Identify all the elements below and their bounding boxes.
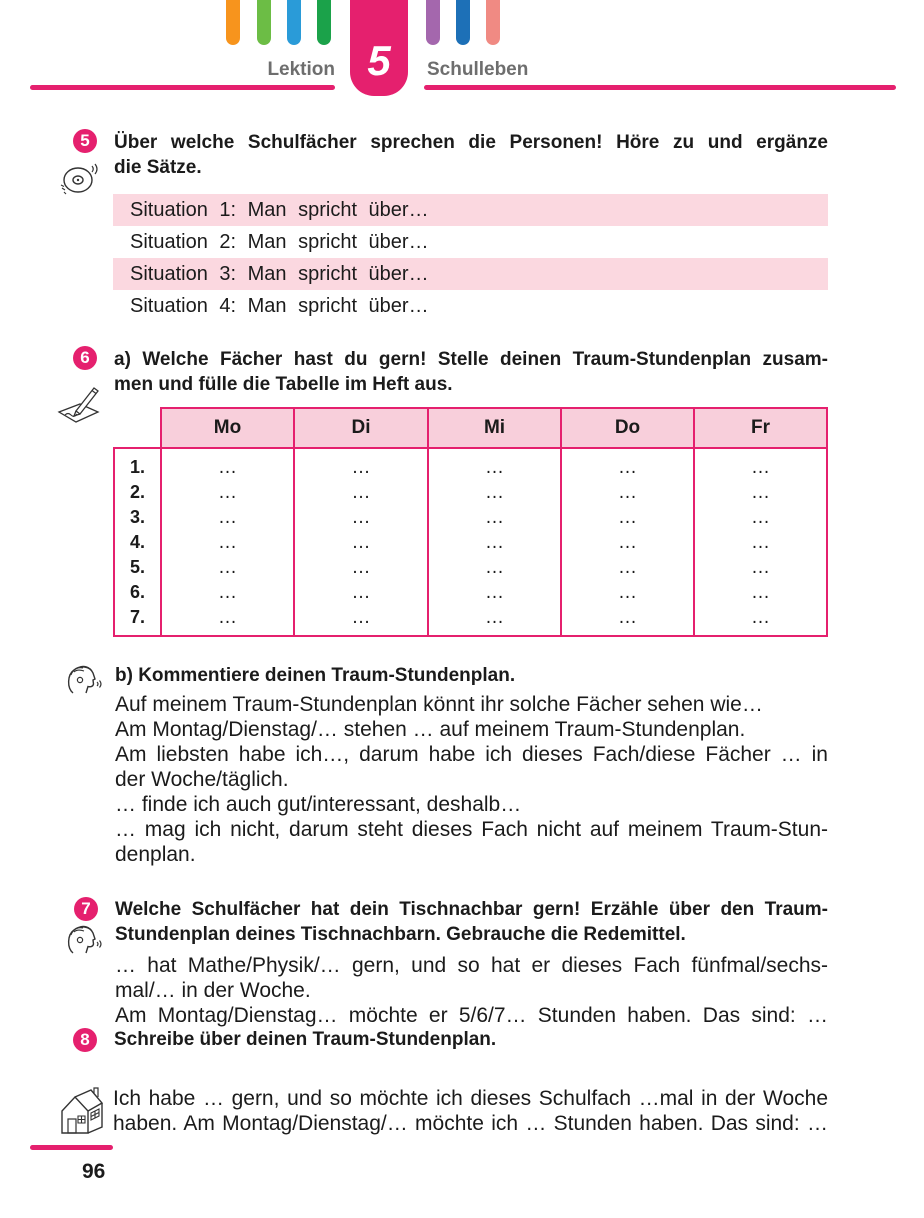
- header-rule-left: [30, 85, 335, 90]
- timetable-cell: …: [751, 582, 770, 603]
- timetable-cell: …: [218, 457, 237, 478]
- exercise-5-instruction: [114, 130, 828, 180]
- timetable-cell: …: [485, 532, 504, 553]
- dark-green-tab-bar: [317, 0, 331, 45]
- phrase-line: … mag ich nicht, darum steht dieses Fach nicht auf meinem Traum-Stun-: [115, 818, 828, 841]
- exercise-number-6: 6: [73, 346, 97, 370]
- pen-writing-icon: [56, 382, 102, 429]
- instruction-line: men und fülle die Tabelle im Heft aus.: [114, 374, 453, 395]
- green-tab-bar: [257, 0, 271, 45]
- exercise-6b-phrases: [115, 692, 828, 867]
- timetable-cell: …: [751, 607, 770, 628]
- timetable-cell: …: [218, 607, 237, 628]
- lesson-number: 3.: [129, 507, 145, 527]
- timetable-header-row: [114, 408, 827, 448]
- exercise-6b-heading-block: [115, 663, 828, 688]
- speaking-head-icon: [64, 662, 104, 703]
- day-header-do: Do: [561, 408, 694, 448]
- day-column-di: [294, 448, 428, 636]
- situation-row: Situation 4: Man spricht über…: [130, 295, 429, 317]
- phrase-line: der Woche/täglich.: [115, 768, 289, 791]
- timetable-cell: …: [351, 582, 371, 603]
- salmon-tab-bar: [486, 0, 500, 45]
- lesson-number: 1.: [129, 457, 145, 477]
- timetable-cell: …: [485, 582, 504, 603]
- timetable-cell: …: [351, 482, 371, 503]
- timetable-body-row: [114, 448, 827, 636]
- house-icon: [58, 1087, 104, 1142]
- timetable-cell: …: [485, 482, 504, 503]
- day-header-fr: Fr: [694, 408, 827, 448]
- cd-icon: [58, 160, 102, 201]
- exercise-6a-instruction: [114, 347, 828, 397]
- day-header-mi: Mi: [428, 408, 561, 448]
- exercise-6b-heading: b) Kommentiere deinen Traum-Stundenplan.: [115, 665, 516, 686]
- phrase-line: Am liebsten habe ich…, darum habe ich dieses Fach/diese Fächer … in: [115, 743, 828, 766]
- timetable-cell: …: [618, 482, 637, 503]
- lesson-number-column: [114, 448, 161, 636]
- dark-blue-tab-bar: [456, 0, 470, 45]
- instruction-line: Stundenplan deines Tischnachbarn. Gebrauche die Redemittel.: [115, 924, 686, 945]
- lesson-number: 7.: [129, 607, 145, 627]
- orange-tab-bar: [226, 0, 240, 45]
- exercise-7-instruction: [115, 897, 828, 947]
- phrase-line: mal/… in der Woche.: [115, 979, 311, 1002]
- phrase-line: Ich habe … gern, und so möchte ich dieses Schulfach …mal in der Woche: [113, 1087, 828, 1110]
- timetable-cell: …: [485, 507, 504, 528]
- lesson-number: 2.: [129, 482, 145, 502]
- timetable-cell: …: [618, 532, 637, 553]
- timetable-cell: …: [218, 532, 237, 553]
- exercise-8-phrases: [113, 1086, 828, 1136]
- day-header-mo: Mo: [161, 408, 294, 448]
- timetable-cell: …: [618, 557, 637, 578]
- timetable-cell: …: [351, 607, 371, 628]
- timetable-cell: …: [218, 582, 237, 603]
- instruction-line: Über welche Schulfächer sprechen die Personen! Höre zu und ergänze: [114, 132, 828, 153]
- page-number: 96: [82, 1160, 106, 1183]
- lesson-number: 4.: [129, 532, 145, 552]
- timetable-cell: …: [485, 607, 504, 628]
- day-header-di: Di: [294, 408, 428, 448]
- timetable-cell: …: [351, 457, 371, 478]
- timetable-cell: …: [751, 532, 770, 553]
- lesson-label: Lektion: [267, 59, 335, 80]
- timetable-cell: …: [751, 482, 770, 503]
- situation-row: Situation 2: Man spricht über…: [130, 231, 429, 253]
- lesson-number-tab: [350, 0, 408, 96]
- phrase-line: Auf meinem Traum-Stundenplan könnt ihr solche Fächer sehen wie…: [115, 693, 763, 716]
- phrase-line: … hat Mathe/Physik/… gern, und so hat er dieses Fach fünfmal/sechs-: [115, 954, 828, 977]
- exercise-number-8: 8: [73, 1028, 97, 1052]
- timetable-cell: …: [351, 557, 371, 578]
- timetable-cell: …: [618, 507, 637, 528]
- timetable-cell: …: [218, 557, 237, 578]
- phrase-line: Am Montag/Dienstag/… stehen … auf meinem Traum-Stundenplan.: [115, 718, 746, 741]
- timetable-cell: …: [618, 582, 637, 603]
- exercise-number-7: 7: [74, 897, 98, 921]
- situation-row: Situation 1: Man spricht über…: [113, 194, 828, 226]
- timetable-cell: …: [218, 482, 237, 503]
- day-column-mo: [161, 448, 294, 636]
- timetable-cell: …: [218, 507, 237, 528]
- lesson-number: 5.: [129, 557, 145, 577]
- lesson-header-blank: [114, 408, 161, 448]
- lesson-number: 6.: [129, 582, 145, 602]
- purple-tab-bar: [426, 0, 440, 45]
- instruction-line: a) Welche Fächer hast du gern! Stelle deinen Traum-Stundenplan zusam-: [114, 349, 828, 370]
- speaking-head-icon: [64, 922, 104, 963]
- day-column-mi: [428, 448, 561, 636]
- blue-tab-bar: [287, 0, 301, 45]
- situation-row: Situation 3: Man spricht über…: [113, 258, 828, 290]
- footer-rule: [30, 1145, 113, 1150]
- instruction-line: die Sätze.: [114, 157, 202, 178]
- timetable-cell: …: [351, 532, 371, 553]
- timetable-cell: …: [485, 557, 504, 578]
- day-column-do: [561, 448, 694, 636]
- exercise-number-5: 5: [73, 129, 97, 153]
- timetable-cell: …: [618, 457, 637, 478]
- timetable-cell: …: [751, 557, 770, 578]
- lesson-title: Schulleben: [427, 59, 529, 80]
- phrase-line: … finde ich auch gut/interessant, deshalb…: [115, 793, 522, 816]
- timetable-cell: …: [751, 457, 770, 478]
- situations-list: [113, 194, 828, 322]
- instruction-line: Schreibe über deinen Traum-Stundenplan.: [114, 1029, 497, 1050]
- phrase-line: Am Montag/Dienstag… möchte er 5/6/7… Stunden haben. Das sind: …: [115, 1004, 828, 1027]
- timetable-cell: …: [618, 607, 637, 628]
- phrase-line: haben. Am Montag/Dienstag/… möchte ich … Stunden haben. Das sind: …: [113, 1112, 828, 1135]
- timetable-cell: …: [351, 507, 371, 528]
- lesson-number: 5: [367, 37, 391, 84]
- phrase-line: denplan.: [115, 843, 196, 866]
- timetable-cell: …: [485, 457, 504, 478]
- instruction-line: Welche Schulfächer hat dein Tischnachbar gern! Erzähle über den Traum-: [115, 899, 828, 920]
- header-rule-right: [424, 85, 896, 90]
- day-column-fr: [694, 448, 827, 636]
- exercise-8-instruction: [114, 1027, 828, 1052]
- exercise-7-phrases: [115, 953, 828, 1028]
- timetable-cell: …: [751, 507, 770, 528]
- timetable: [113, 407, 828, 637]
